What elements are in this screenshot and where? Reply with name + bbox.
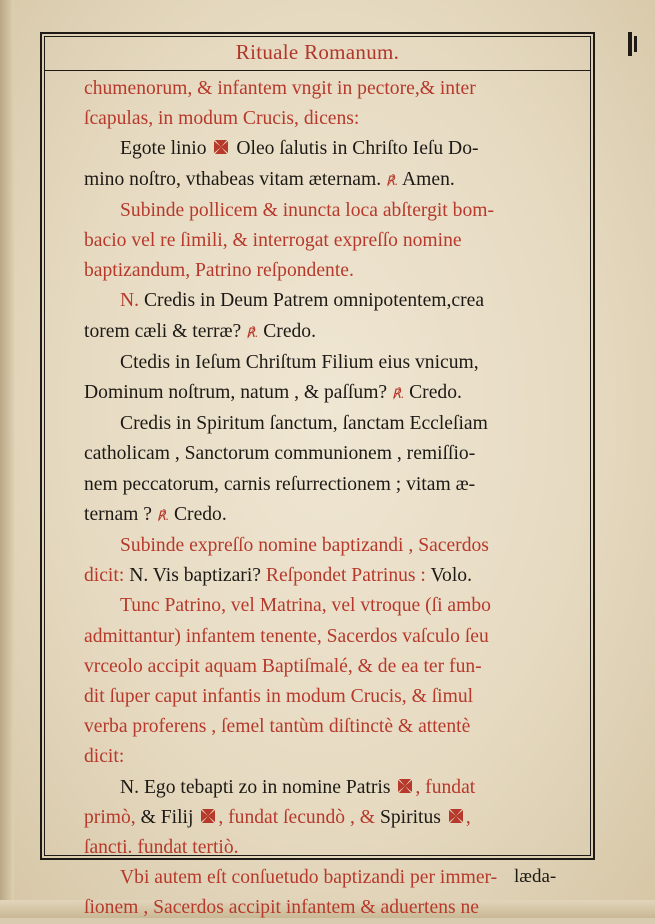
text-line: nem peccatorum, carnis reſurrectionem ; vitam æ- <box>84 473 476 495</box>
text-line: dicit: N. Vis baptizari? Reſpondet Patrinus : Volo. <box>84 565 472 587</box>
text-line: chumenorum, & infantem vngit in pectore,& inter <box>84 78 476 99</box>
running-head: Rituale Romanum. <box>235 40 400 64</box>
text-line: ſionem , Sacerdos accipit infantem & aduertens ne <box>84 897 480 919</box>
text-line: dicit: <box>84 746 125 768</box>
maltese-cross-icon <box>395 776 415 796</box>
text-line: dit ſuper caput infantis in modum Crucis, & ſimul <box>84 686 474 708</box>
text-line: bacio vel re ſimili, & interrogat expreſſo nomine <box>84 230 462 252</box>
response-sign: ℟. <box>386 172 399 188</box>
body-text <box>84 74 588 924</box>
text-line: verba proferens , ſemel tantùm diſtinctè & attentè <box>84 716 471 738</box>
text-line: primò, & Filij , fundat ſecundò , & Spiritus , <box>84 806 471 828</box>
response-sign: ℟. <box>392 386 405 402</box>
text-line: torem cæli & terræ? ℟. Credo. <box>84 320 317 342</box>
text-line: ſancti. fundat tertiò. <box>84 837 239 859</box>
text-line: Subinde pollicem & inuncta loca abſtergit bom- <box>120 199 495 221</box>
text-line: ternam ? ℟. Credo. <box>84 503 227 525</box>
text-line: N. Ego tebapti zo in nomine Patris , fundat <box>120 776 476 798</box>
text-line: Tunc Patrino, vel Matrina, vel vtroque (ſi ambo <box>120 595 491 617</box>
margin-ink-mark <box>626 30 640 58</box>
text-line: mino noſtro, vthabeas vitam æternam. ℟. Amen. <box>84 168 455 190</box>
maltese-cross-icon <box>198 806 218 826</box>
text-line: Vbi autem eſt conſuetudo baptizandi per immer- <box>120 867 498 889</box>
text-line: Subinde expreſſo nomine baptizandi , Sacerdos <box>120 535 489 557</box>
maltese-cross-icon <box>211 137 231 157</box>
page-gutter-shadow <box>0 0 14 918</box>
text-line: admittantur) infantem tenente, Sacerdos vaſculo ſeu <box>84 625 489 647</box>
header-rule <box>44 70 591 71</box>
maltese-cross-icon <box>446 806 466 826</box>
response-sign: ℟. <box>156 507 170 523</box>
text-line: N. Credis in Deum Patrem omnipotentem,crea <box>120 290 485 312</box>
response-sign: ℟. <box>246 324 259 340</box>
text-line: catholicam , Sanctorum communionem , remiſſio- <box>84 443 476 465</box>
text-line: baptizandum, Patrino reſpondente. <box>84 260 354 282</box>
text-line: Credis in Spiritum ſanctum, ſanctam Eccleſiam <box>120 413 488 435</box>
text-line: ſcapulas, in modum Crucis, dicens: <box>84 108 360 130</box>
catchword: læda- <box>514 866 557 887</box>
text-line: Dominum noſtrum, natum , & paſſum? ℟. Credo. <box>84 382 462 404</box>
text-line: Ctedis in Ieſum Chriſtum Filium eius vnicum, <box>120 351 479 373</box>
text-line: vrceolo accipit aquam Baptiſmalé, & de ea ter fun- <box>84 655 482 677</box>
text-line: Egote linio Oleo ſalutis in Chriſto Ieſu Do- <box>120 138 479 160</box>
